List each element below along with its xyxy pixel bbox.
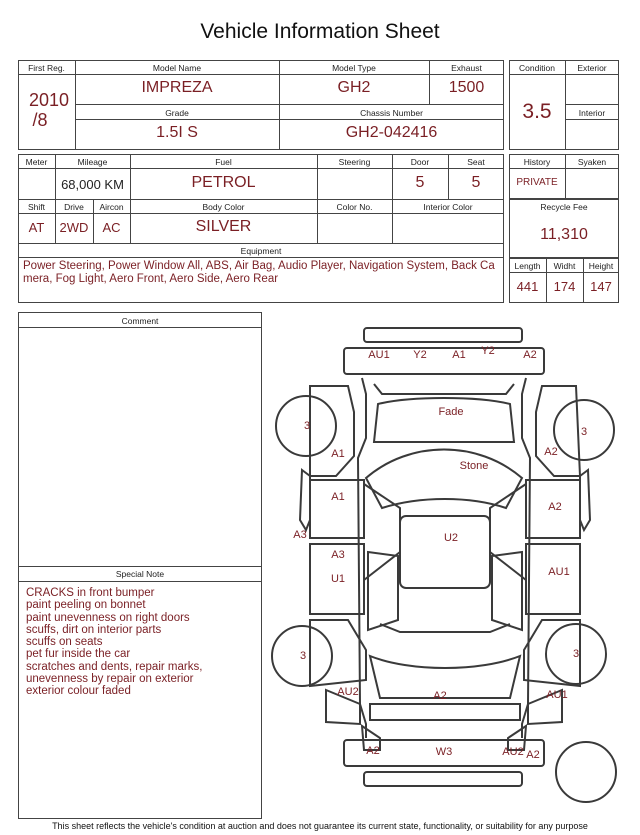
door-value: 5	[415, 174, 425, 191]
meter-label: Meter	[25, 157, 48, 167]
mileage-label: Mileage	[77, 157, 108, 167]
damage-code-left-pillar-a3: A3	[293, 529, 307, 541]
damage-code-rear-bumper-a2-left: A2	[366, 745, 380, 757]
drive-value: 2WD	[59, 220, 89, 235]
damage-code-front-a2: A2	[523, 349, 537, 361]
damage-code-left-rear-door-u1: U1	[330, 573, 346, 585]
special-notes-list	[26, 587, 251, 698]
model-name-value: IMPREZA	[141, 79, 213, 96]
special-note-item: CRACKS in front bumper	[26, 587, 155, 599]
door-label: Door	[410, 157, 430, 167]
width-value: 174	[553, 279, 576, 294]
equipment-list: Power Steering, Power Window All, ABS, Air Bag, Audio Player, Navigation System, Back Camera, Fog Light, Aero Front, Aero Side, Aero Rear	[23, 260, 495, 285]
damage-code-rear-bumper-w3: W3	[435, 746, 453, 758]
damage-code-front-y2-right: Y2	[481, 345, 495, 357]
tyre-tread-rear-right: 3	[572, 648, 580, 660]
special-note-item: paint peeling on bonnet	[26, 599, 146, 612]
model-type-value: GH2	[337, 79, 371, 96]
body-color-label: Body Color	[202, 202, 245, 212]
width-label: Widht	[553, 261, 576, 271]
recycle-fee-value: 11,310	[540, 226, 588, 243]
damage-code-rear-bumper-a2-right: A2	[526, 749, 540, 761]
damage-code-front-a1: A1	[452, 349, 466, 361]
damage-code-roof-u2: U2	[443, 532, 459, 544]
length-label: Length	[514, 261, 541, 271]
damage-code-left-front-door-a1: A1	[331, 491, 345, 503]
exterior-label: Exterior	[577, 63, 607, 73]
damage-code-front-y2-left: Y2	[413, 349, 427, 361]
damage-code-front-au1: AU1	[368, 349, 390, 361]
history-value: PRIVATE	[516, 177, 558, 188]
comment-label: Comment	[121, 316, 159, 326]
length-value: 441	[516, 279, 539, 294]
damage-code-left-rear-door-a3: A3	[331, 549, 345, 561]
mileage-value: 68,000 KM	[61, 177, 124, 192]
shift-value: AT	[28, 220, 45, 235]
special-note-label: Special Note	[115, 569, 165, 579]
height-value: 147	[590, 279, 612, 294]
drive-label: Drive	[64, 202, 84, 212]
damage-code-trunk-a2: A2	[433, 690, 447, 702]
seat-value: 5	[471, 174, 481, 191]
model-type-label: Model Type	[332, 63, 376, 73]
aircon-label: Aircon	[99, 202, 124, 212]
aircon-value: AC	[102, 220, 121, 235]
seat-label: Seat	[467, 157, 485, 167]
syaken-label: Syaken	[577, 157, 607, 167]
damage-code-windshield-stone: Stone	[459, 460, 489, 472]
special-note-item: paint unevenness on right doors	[26, 611, 190, 624]
first-reg-month: /8	[32, 110, 48, 130]
interior-color-label: Interior Color	[423, 202, 473, 212]
car-damage-diagram	[270, 320, 630, 820]
damage-code-left-fender-a1: A1	[331, 448, 345, 460]
height-label: Height	[588, 261, 614, 271]
damage-code-right-rear-door-au1: AU1	[548, 566, 570, 578]
interior-label: Interior	[578, 108, 606, 118]
history-label: History	[523, 157, 551, 167]
equipment-label: Equipment	[240, 246, 282, 256]
special-note-item: scratches and dents, repair marks, unevenness by repair on exterior	[26, 660, 203, 686]
disclaimer-footer: This sheet reflects the vehicle's condition at auction and does not guarantee its current state, functionality, or suitability for any purpose	[52, 821, 588, 831]
steering-label: Steering	[338, 157, 371, 167]
damage-code-right-front-door-a2: A2	[548, 501, 562, 513]
damage-code-rear-right-au1: AU1	[546, 689, 568, 701]
damage-code-right-fender-a2: A2	[544, 446, 558, 458]
chassis-number-value: GH2-042416	[345, 124, 438, 141]
tyre-tread-rear-left: 3	[299, 650, 307, 662]
grade-label: Grade	[165, 108, 189, 118]
special-note-item: pet fur inside the car	[26, 648, 131, 661]
fuel-value: PETROL	[191, 174, 256, 191]
color-no-label: Color No.	[336, 202, 373, 212]
special-note-item: scuffs, dirt on interior parts	[26, 623, 162, 636]
tyre-tread-front-right: 3	[580, 426, 588, 438]
first-reg-label: First Reg.	[28, 63, 65, 73]
chassis-number-label: Chassis Number	[360, 108, 423, 118]
special-note-item: exterior colour faded	[26, 685, 131, 698]
exhaust-value: 1500	[448, 79, 485, 96]
condition-grade: 3.5	[522, 100, 552, 123]
recycle-fee-label: Recycle Fee	[540, 202, 588, 212]
special-note-item: scuffs on seats	[26, 636, 103, 649]
sheet-title: Vehicle Information Sheet	[200, 20, 440, 43]
damage-code-bonnet-fade: Fade	[438, 406, 464, 418]
grade-value: 1.5I S	[156, 124, 198, 141]
damage-code-rear-bumper-au2: AU2	[502, 746, 524, 758]
exhaust-label: Exhaust	[451, 63, 482, 73]
condition-label: Condition	[519, 63, 555, 73]
fuel-label: Fuel	[215, 157, 232, 167]
first-reg-year: 2010	[28, 90, 70, 110]
body-color-value: SILVER	[195, 218, 252, 235]
model-name-label: Model Name	[152, 63, 202, 73]
damage-code-rear-left-au2: AU2	[337, 686, 359, 698]
shift-label: Shift	[27, 202, 45, 212]
tyre-tread-front-left: 3	[303, 420, 311, 432]
